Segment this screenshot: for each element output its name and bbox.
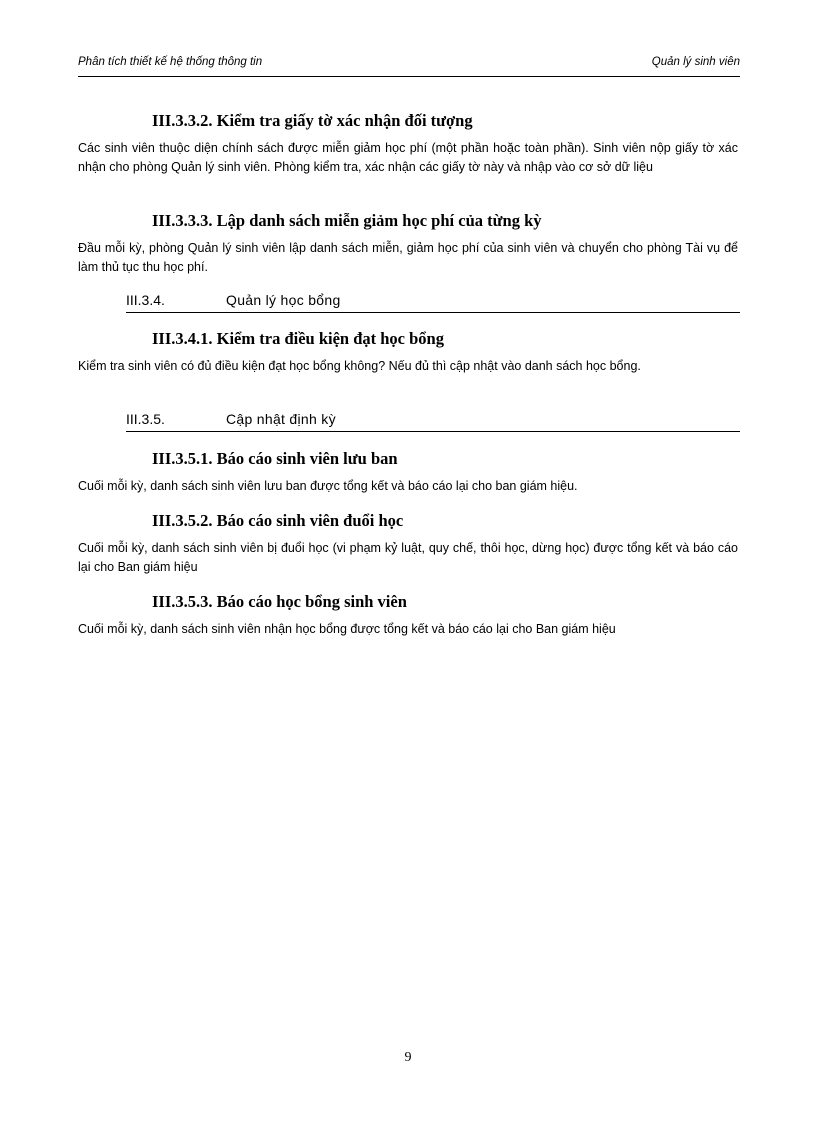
heading-3-5-2: III.3.5.2. Báo cáo sinh viên đuổi học	[152, 511, 404, 530]
heading-3-5-number: III.3.5.	[126, 411, 165, 427]
heading-3-3-2: III.3.3.2. Kiểm tra giấy tờ xác nhận đối tượng	[152, 111, 473, 130]
paragraph-3-3-2: Các sinh viên thuộc diện chính sách được miễn giảm học phí (một phần hoặc toàn phần). Sinh viên nộp giấy tờ xác nhận cho phòng Quản lý sinh viên. Phòng kiểm tra, xác nhận các giấy tờ này và nhập vào cơ sở dữ liệu	[78, 141, 738, 174]
heading-3-4-1: III.3.4.1. Kiểm tra điều kiện đạt học bổng	[152, 329, 444, 348]
page-number: 9	[404, 1050, 412, 1065]
heading-3-5-3: III.3.5.3. Báo cáo học bổng sinh viên	[152, 592, 407, 611]
page-header	[78, 54, 740, 77]
heading-3-5-1: III.3.5.1. Báo cáo sinh viên lưu ban	[152, 449, 398, 468]
paragraph-3-3-3: Đầu mỗi kỳ, phòng Quản lý sinh viên lập danh sách miễn, giảm học phí của sinh viên và chuyển cho phòng Tài vụ để làm thủ tục thu học phí.	[78, 241, 738, 274]
header-project-title: Quản lý sinh viên	[651, 56, 740, 68]
paragraph-3-5-3: Cuối mỗi kỳ, danh sách sinh viên nhận học bổng được tổng kết và báo cáo lại cho Ban giám hiệu	[78, 622, 616, 636]
header-document-title: Phân tích thiết kế hệ thống thông tin	[78, 56, 263, 68]
heading-3-4-title: Quản lý học bổng	[226, 292, 341, 308]
heading-3-3-3: III.3.3.3. Lập danh sách miễn giảm học phí của từng kỳ	[152, 211, 542, 230]
paragraph-3-4-1: Kiểm tra sinh viên có đủ điều kiện đạt học bổng không? Nếu đủ thì cập nhật vào danh sách học bổng.	[78, 359, 641, 373]
paragraph-3-5-1: Cuối mỗi kỳ, danh sách sinh viên lưu ban được tổng kết và báo cáo lại cho ban giám hiệu.	[78, 479, 578, 493]
heading-3-5	[126, 411, 740, 432]
heading-3-4-number: III.3.4.	[126, 292, 165, 308]
paragraph-3-5-2: Cuối mỗi kỳ, danh sách sinh viên bị đuổi học (vi phạm kỷ luật, quy chế, thôi học, dừng học) được tổng kết và báo cáo lại cho Ban giám hiệu	[78, 541, 738, 574]
heading-3-5-title: Cập nhật định kỳ	[226, 411, 336, 427]
heading-3-4	[126, 292, 740, 313]
